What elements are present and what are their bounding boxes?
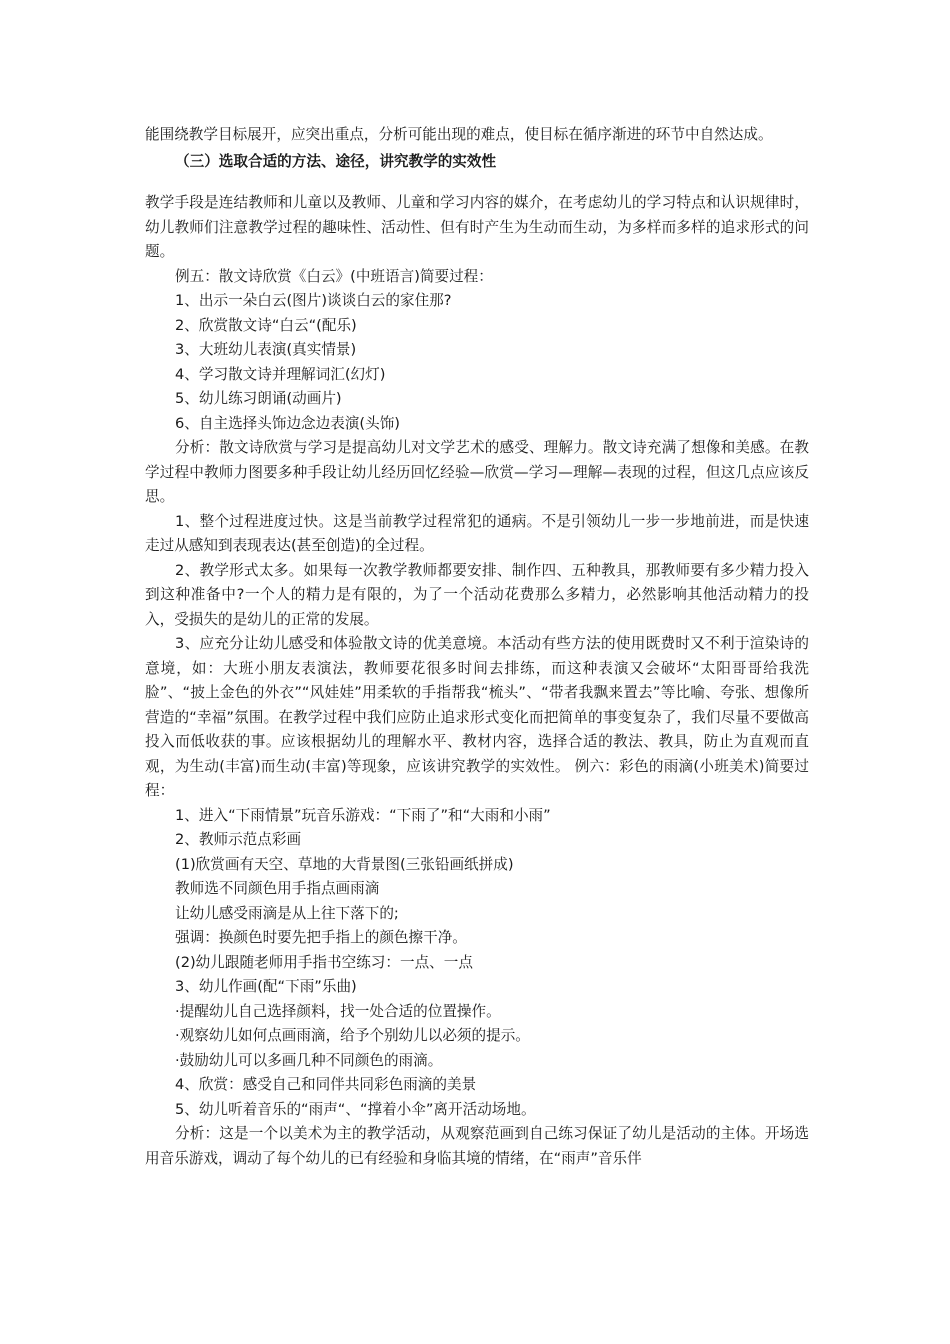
- analysis-paragraph: 分析：散文诗欣赏与学习是提高幼儿对文学艺术的感受、理解力。散文诗充满了想像和美感。在教学过程中教师力图要多种手段让幼儿经历回忆经验—欣赏—学习—理解—表现的过程，但这几点应该反思。: [145, 439, 809, 505]
- list-item: 4、学习散文诗并理解词汇(幻灯): [175, 365, 386, 383]
- bullet-item: ·观察幼儿如何点画雨滴，给予个别幼儿以必须的提示。: [175, 1027, 530, 1044]
- reflection-point: 2、教学形式太多。如果每一次教学教师都要安排、制作四、五种教具，那教师要有多少精力投入到这种准备中?一个人的精力是有限的，为了一个活动花费那么多精力，必然影响其他活动精力的投入，受损失的是幼儿的正常的发展。: [145, 561, 809, 628]
- paragraph-teaching-means: 教学手段是连结教师和儿童以及教师、儿童和学习内容的媒介，在考虑幼儿的学习特点和认识规律时，幼儿教师们注意教学过程的趣味性、活动性、但有时产生为生动而生动，为多样而多样的追求形式的问题。: [145, 194, 809, 260]
- list-item: 3、幼儿作画(配“下雨”乐曲): [175, 978, 357, 995]
- reflection-point: 3、应充分让幼儿感受和体验散文诗的优美意境。本活动有些方法的使用既费时又不利于渲染诗的意境，如：大班小朋友表演法，教师要花很多时间去排练，而这种表演又会破坏“太阳哥哥给我洗脸”、“披上金色的外衣”“风娃娃”用柔软的手指帮我“梳头”、“带者我飘来置去”等比喻、夸张、想像所营造的“幸福”氛围。在教学过程中我们应防止追求形式变化而把简单的事变复杂了，我们尽量不要做高投入而低收获的事。应该根据幼儿的理解水平、教材内容，选择合适的教法、教具，防止为直观而直观，为生动(丰富)而生动(丰富)等现象，应该讲究教学的实效性。 例六：彩色的雨滴(小班美术)简要过程：: [145, 635, 809, 799]
- example-five-title: 例五：散文诗欣赏《白云》(中班语言)简要过程：: [175, 267, 493, 285]
- document-page: [145, 123, 809, 1171]
- list-item: 1、出示一朵白云(图片)谈谈白云的家住那?: [175, 292, 452, 309]
- list-item: 6、自主选择头饰边念边表演(头饰): [175, 414, 400, 432]
- list-item: 5、幼儿听着音乐的“雨声“、“撑着小伞”离开活动场地。: [175, 1100, 536, 1118]
- reflection-point: 1、整个过程进度过快。这是当前教学过程常犯的通病。不是引领幼儿一步一步地前进，而是快速走过从感知到表现表达(甚至创造)的全过程。: [145, 512, 809, 554]
- list-item: 教师选不同颜色用手指点画雨滴: [175, 880, 380, 897]
- list-item: (1)欣赏画有天空、草地的大背景图(三张铅画纸拼成): [175, 855, 514, 873]
- section-heading: （三）选取合适的方法、途径，讲究教学的实效性: [175, 152, 497, 170]
- analysis-paragraph: 分析：这是一个以美术为主的教学活动，从观察范画到自己练习保证了幼儿是活动的主体。开场选用音乐游戏，调动了每个幼儿的已有经验和身临其境的情绪，在“雨声”音乐伴: [145, 1125, 809, 1167]
- list-item: 3、大班幼儿表演(真实情景): [175, 341, 357, 358]
- paragraph-intro-continued: 能围绕教学目标展开，应突出重点，分析可能出现的难点，使目标在循序渐进的环节中自然达成。: [145, 126, 773, 143]
- list-item: 2、欣赏散文诗“白云“(配乐): [175, 316, 357, 334]
- list-item: 4、欣赏：感受自己和同伴共同彩色雨滴的美景: [175, 1076, 477, 1093]
- list-item: (2)幼儿跟随老师用手指书空练习：一点、一点: [175, 953, 473, 971]
- paragraph-gap: [145, 174, 809, 191]
- list-item: 5、幼儿练习朗诵(动画片): [175, 390, 342, 407]
- bullet-item: ·鼓励幼儿可以多画几种不同颜色的雨滴。: [175, 1051, 443, 1069]
- list-item: 强调：换颜色时要先把手指上的颜色擦干净。: [175, 929, 467, 946]
- bullet-item: ·提醒幼儿自己选择颜料，找一处合适的位置操作。: [175, 1002, 501, 1020]
- list-item: 2、教师示范点彩画: [175, 831, 302, 848]
- list-item: 1、进入“下雨情景”玩音乐游戏：“下雨了”和“大雨和小雨”: [175, 806, 551, 824]
- list-item: 让幼儿感受雨滴是从上往下落下的;: [175, 904, 399, 922]
